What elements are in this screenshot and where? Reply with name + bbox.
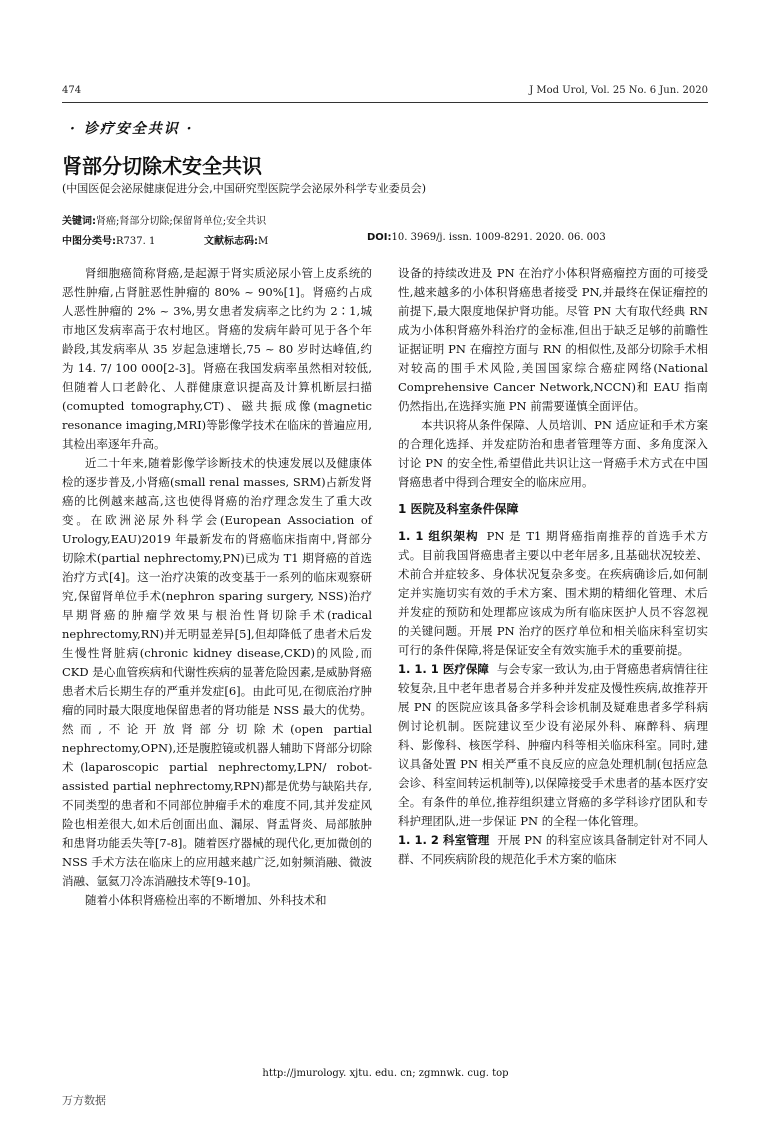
paragraph: 设备的持续改进及 PN 在治疗小体积肾癌瘤控方面的可接受性,越来越多的小体积肾癌患者接受 PN,并最终在保证瘤控的前提下,最大限度地保护肾功能。尽管 PN 大有取代经典 RN 成为小体积肾癌外科治疗的金标准,但出于缺乏足够的前瞻性证据证明 PN 在瘤控方面与 RN 的相似性,及部分切除手术相对较高的围手术风险,美国国家综合癌症网络(National Comprehensive Cancer Network,NCCN)和 EAU 指南仍然指出,在选择实施 PN 前需要谨慎全面评估。 <box>398 266 708 413</box>
doi: 10. 3969/j. issn. 1009-8291. 2020. 06. 003 <box>391 232 606 243</box>
clc-code: R737. 1 <box>116 236 156 247</box>
column-tag: · 诊疗安全共识 · <box>70 121 194 137</box>
paragraph-text: 与会专家一致认为,由于肾癌患者病情往往较复杂,且中老年患者易合并多种并发症及慢性疾病,故推荐开展 PN 的医院应该具备多学科会诊机制及疑难患者多学科病例讨论机制。医院建议至少设有泌尿外科、麻醉科、病理科、影像科、核医学科、肿瘤内科等相关临床科室。同时,建议具备处置 PN 相关严重不良反应的应急处理机制(包括应急会诊、科室间转运机制等),以保障接受手术患者的基本医疗安全。有条件的单位,推荐组织建立肾癌的多学科诊疗团队和专科护理团队,进一步保证 PN 的全程一体化管理。 <box>398 662 708 828</box>
subsubsection-heading: 1. 1. 1 医疗保障 <box>398 662 489 676</box>
paragraph-text: PN 是 T1 期肾癌指南推荐的首选手术方式。目前我国肾癌患者主要以中老年居多,且基础状况较差、术前合并症较多、身体状况复杂多变。在疾病确诊后,如何制定并实施切实有效的手术方案、围术期的精细化管理、术后并发症的预防和处理都应该成为所有临床医护人员不容忽视的关键问题。开展 PN 治疗的医疗单位和相关临床科室切实可行的条件保障,将是保证安全有效实施手术的重要前提。 <box>398 529 708 657</box>
paragraph: 近二十年来,随着影像学诊断技术的快速发展以及健康体检的逐步普及,小肾癌(small renal masses, SRM)占新发肾癌的比例越来越高,这也使得肾癌的治疗理念发生了重大改变。在欧洲泌尿外科学会(European Association of Urology,EAU)2019 年最新发布的肾癌临床指南中,肾部分切除术(partial nephrectomy,PN)已成为 T1 期肾癌的首选治疗方式[4]。这一治疗决策的改变基于一系列的临床观察研究,保留肾单位手术(nephron sparing surgery, NSS)治疗早期肾癌的肿瘤学效果与根治性肾切除手术(radical nephrectomy,RN)并无明显差异[5],但却降低了患者术后发生慢性肾脏病(chronic kidney disease,CKD)的风险,而 CKD 是心血管疾病和代谢性疾病的显著危险因素,是威胁肾癌患者术后长期生存的严重并发症[6]。由此可见,在彻底治疗肿瘤的同时最大限度地保留患者的肾功能是 NSS 最大的优势。然而,不论开放肾部分切除术(open partial nephrectomy,OPN),还是腹腔镜或机器人辅助下肾部分切除术(laparoscopic partial nephrectomy,LPN/ robot-assisted partial nephrectomy,RPN)都是优势与缺陷共存,不同类型的患者和不同部位肿瘤手术的难度不同,其并发症风险也相差很大,如术后创面出血、漏尿、肾盂肾炎、局部脓肿和患肾功能丢失等[7-8]。随着医疗器械的现代化,更加微创的 NSS 手术方法在临床上的应用越来越广泛,如射频消融、微波消融、氩氦刀冷冻消融技术等[9-10]。 <box>62 456 372 888</box>
clc-label: 中图分类号: <box>62 236 116 247</box>
watermark: 万方数据 <box>62 1094 106 1107</box>
right-column <box>398 264 708 869</box>
doi-label: DOI: <box>367 232 392 243</box>
subsection-heading: 1. 1 组织架构 <box>398 529 479 543</box>
keywords-label: 关键词: <box>62 216 96 227</box>
author-affiliation: (中国医促会泌尿健康促进分会,中国研究型医院学会泌尿外科学专业委员会) <box>62 182 427 195</box>
doc-code: M <box>258 236 269 247</box>
paragraph: 本共识将从条件保障、人员培训、PN 适应证和手术方案的合理化选择、并发症防治和患者管理等方面、多角度深入讨论 PN 的安全性,希望借此共识让这一肾癌手术方式在中国肾癌患者中得到合理安全的临床应用。 <box>398 418 708 489</box>
clc-line <box>62 232 155 247</box>
keywords-line <box>62 212 266 227</box>
doc-code-line <box>204 232 268 247</box>
paragraph: 肾细胞癌简称肾癌,是起源于肾实质泌尿小管上皮系统的恶性肿瘤,占肾脏恶性肿瘤的 80% ~ 90%[1]。肾癌约占成人恶性肿瘤的 2% ~ 3%,男女患者发病率之比约为 2∶1,城市地区发病率高于农村地区。肾癌的发病年龄可见于各个年龄段,其发病率从 35 岁起急速增长,75 ~ 80 岁时达峰值,约为 14. 7/ 100 000[2-3]。肾癌在我国发病率虽然相对较低,但随着人口老龄化、人群健康意识提高及计算机断层扫描(comupted tomography,CT)、磁共振成像(magnetic resonance imaging,MRI)等影像学技术在临床的普遍应用,其检出率逐年升高。 <box>62 266 372 451</box>
paragraph-text: 开展 PN 的科室应该具备制定针对不同人群、不同疾病阶段的规范化手术方案的临床 <box>398 833 708 866</box>
keywords: 肾癌;肾部分切除;保留肾单位;安全共识 <box>96 216 267 227</box>
journal-citation: J Mod Urol, Vol. 25 No. 6 Jun. 2020 <box>529 85 708 96</box>
subsubsection-heading: 1. 1. 2 科室管理 <box>398 833 490 847</box>
paragraph: 随着小体积肾癌检出率的不断增加、外科技术和 <box>85 893 327 907</box>
footer-url: http://jmurology. xjtu. edu. cn; zgmnwk. cug. top <box>262 1068 509 1079</box>
article-title: 肾部分切除术安全共识 <box>62 154 262 178</box>
doi-line <box>367 232 606 243</box>
page-number: 474 <box>62 85 82 96</box>
section-heading: 1 医院及科室条件保障 <box>398 502 519 516</box>
header-rule <box>62 102 708 103</box>
left-column <box>62 264 372 910</box>
doc-code-label: 文献标志码: <box>204 236 258 247</box>
